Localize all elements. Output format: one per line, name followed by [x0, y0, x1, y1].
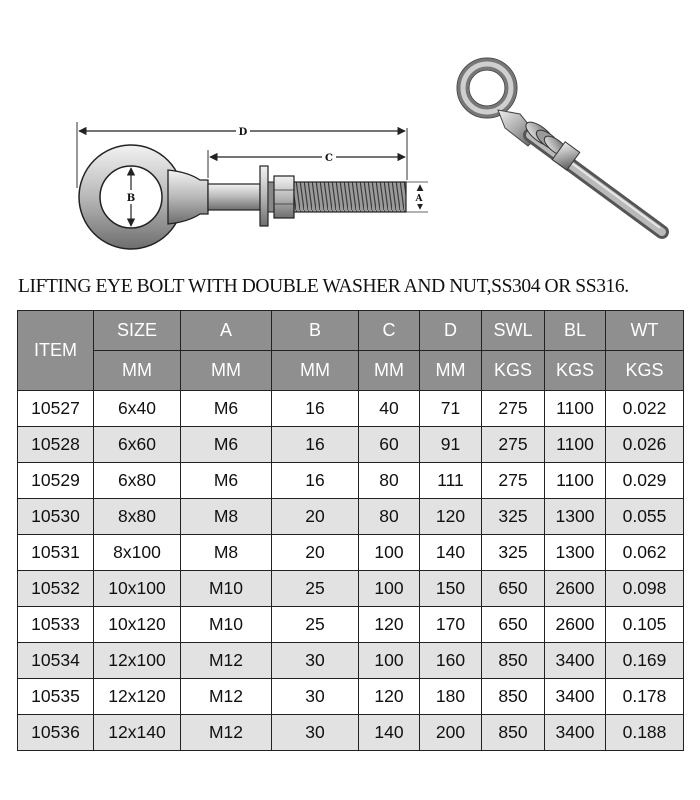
cell-wt: 0.188 [606, 715, 684, 751]
unit-a: MM [181, 351, 272, 391]
cell-size: 6x80 [94, 463, 181, 499]
cell-size: 10x120 [94, 607, 181, 643]
table-row [18, 715, 684, 751]
header-a: A [181, 311, 272, 351]
cell-size: 12x120 [94, 679, 181, 715]
washer [260, 166, 268, 226]
dimension-a-label: A [415, 194, 423, 204]
cell-swl: 850 [482, 643, 545, 679]
cell-wt: 0.098 [606, 571, 684, 607]
table-row [18, 391, 684, 427]
cell-swl: 850 [482, 679, 545, 715]
units-row [18, 351, 684, 391]
cell-swl: 275 [482, 463, 545, 499]
cell-bl: 1100 [545, 463, 606, 499]
cell-c: 120 [359, 679, 420, 715]
cell-a: M8 [181, 535, 272, 571]
product-illustration [457, 58, 662, 232]
cell-a: M10 [181, 571, 272, 607]
cell-a: M12 [181, 679, 272, 715]
unit-size: MM [94, 351, 181, 391]
table-row [18, 571, 684, 607]
cell-b: 16 [272, 463, 359, 499]
cell-item: 10530 [18, 499, 94, 535]
cell-wt: 0.169 [606, 643, 684, 679]
cell-d: 111 [420, 463, 482, 499]
cell-swl: 275 [482, 427, 545, 463]
cell-wt: 0.105 [606, 607, 684, 643]
cell-c: 40 [359, 391, 420, 427]
header-swl: SWL [482, 311, 545, 351]
cell-bl: 1300 [545, 535, 606, 571]
header-b: B [272, 311, 359, 351]
cell-d: 91 [420, 427, 482, 463]
cell-b: 20 [272, 535, 359, 571]
cell-size: 8x80 [94, 499, 181, 535]
cell-swl: 850 [482, 715, 545, 751]
header-row [18, 311, 684, 351]
cell-size: 12x140 [94, 715, 181, 751]
cell-bl: 2600 [545, 571, 606, 607]
cell-a: M8 [181, 499, 272, 535]
cell-d: 160 [420, 643, 482, 679]
cell-item: 10529 [18, 463, 94, 499]
cell-c: 100 [359, 571, 420, 607]
cell-b: 16 [272, 427, 359, 463]
cell-c: 80 [359, 463, 420, 499]
cell-d: 200 [420, 715, 482, 751]
cell-d: 150 [420, 571, 482, 607]
unit-swl: KGS [482, 351, 545, 391]
product-diagram [0, 0, 700, 270]
cell-a: M12 [181, 715, 272, 751]
cell-size: 10x100 [94, 571, 181, 607]
header-d: D [420, 311, 482, 351]
table-row [18, 535, 684, 571]
table-row [18, 427, 684, 463]
cell-c: 100 [359, 535, 420, 571]
cell-c: 140 [359, 715, 420, 751]
unit-bl: KGS [545, 351, 606, 391]
unit-b: MM [272, 351, 359, 391]
cell-item: 10533 [18, 607, 94, 643]
cell-item: 10527 [18, 391, 94, 427]
header-bl: BL [545, 311, 606, 351]
cell-c: 120 [359, 607, 420, 643]
dimension-c-label: C [325, 153, 333, 164]
cell-a: M10 [181, 607, 272, 643]
cell-item: 10536 [18, 715, 94, 751]
cell-bl: 3400 [545, 715, 606, 751]
table-row [18, 679, 684, 715]
cell-a: M6 [181, 463, 272, 499]
header-wt: WT [606, 311, 684, 351]
table-row [18, 463, 684, 499]
cell-item: 10534 [18, 643, 94, 679]
cell-item: 10528 [18, 427, 94, 463]
threaded-shank [294, 182, 406, 212]
specification-table [17, 310, 684, 751]
unit-d: MM [420, 351, 482, 391]
cell-wt: 0.178 [606, 679, 684, 715]
cell-swl: 275 [482, 391, 545, 427]
cell-item: 10532 [18, 571, 94, 607]
cell-wt: 0.062 [606, 535, 684, 571]
cell-b: 30 [272, 715, 359, 751]
nut [274, 176, 294, 218]
cell-d: 170 [420, 607, 482, 643]
cell-wt: 0.029 [606, 463, 684, 499]
cell-size: 12x100 [94, 643, 181, 679]
cell-wt: 0.026 [606, 427, 684, 463]
dimension-d-label: D [238, 127, 248, 138]
cell-b: 16 [272, 391, 359, 427]
header-c: C [359, 311, 420, 351]
cell-size: 6x60 [94, 427, 181, 463]
cell-d: 71 [420, 391, 482, 427]
technical-drawing [77, 122, 428, 249]
cell-bl: 1100 [545, 391, 606, 427]
table-row [18, 607, 684, 643]
cell-b: 25 [272, 571, 359, 607]
cell-d: 120 [420, 499, 482, 535]
cell-a: M12 [181, 643, 272, 679]
product-title: LIFTING EYE BOLT WITH DOUBLE WASHER AND NUT,SS304 OR SS316. [18, 276, 629, 297]
cell-swl: 325 [482, 535, 545, 571]
unit-wt: KGS [606, 351, 684, 391]
table-row [18, 499, 684, 535]
cell-b: 25 [272, 607, 359, 643]
cell-b: 20 [272, 499, 359, 535]
cell-d: 140 [420, 535, 482, 571]
cell-swl: 650 [482, 571, 545, 607]
cell-wt: 0.022 [606, 391, 684, 427]
cell-swl: 650 [482, 607, 545, 643]
table-body [18, 391, 684, 751]
cell-a: M6 [181, 427, 272, 463]
cell-c: 100 [359, 643, 420, 679]
cell-b: 30 [272, 643, 359, 679]
cell-item: 10535 [18, 679, 94, 715]
cell-bl: 3400 [545, 679, 606, 715]
cell-bl: 3400 [545, 643, 606, 679]
cell-bl: 1300 [545, 499, 606, 535]
cell-a: M6 [181, 391, 272, 427]
cell-bl: 1100 [545, 427, 606, 463]
cell-b: 30 [272, 679, 359, 715]
cell-swl: 325 [482, 499, 545, 535]
cell-d: 180 [420, 679, 482, 715]
header-item: ITEM [18, 311, 94, 391]
unit-c: MM [359, 351, 420, 391]
dimension-b-label: B [126, 193, 136, 204]
cell-size: 6x40 [94, 391, 181, 427]
cell-bl: 2600 [545, 607, 606, 643]
cell-wt: 0.055 [606, 499, 684, 535]
cell-c: 80 [359, 499, 420, 535]
cell-item: 10531 [18, 535, 94, 571]
cell-size: 8x100 [94, 535, 181, 571]
cell-c: 60 [359, 427, 420, 463]
header-size: SIZE [94, 311, 181, 351]
table-row [18, 643, 684, 679]
